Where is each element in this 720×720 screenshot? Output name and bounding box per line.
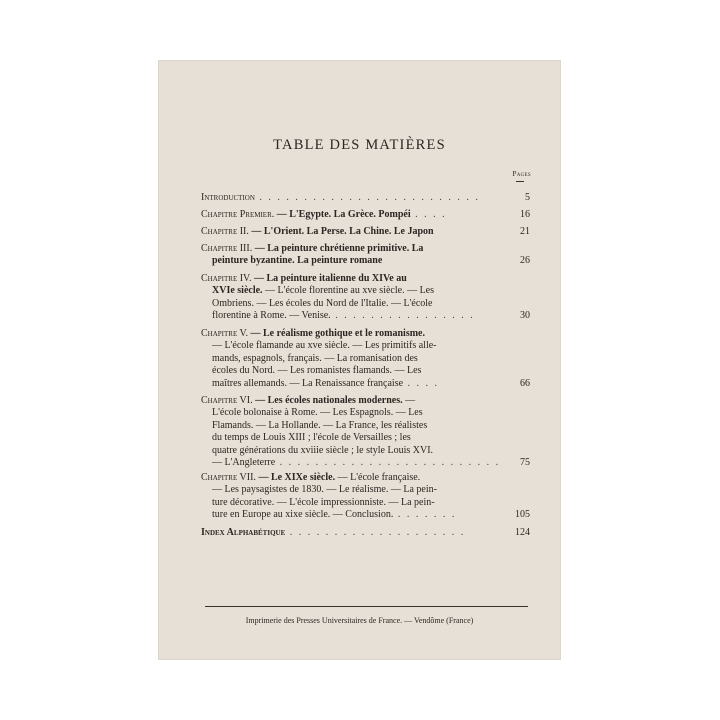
entry-subtopics: quatre générations du xviiie siècle ; le style Louis XVI. <box>212 444 434 456</box>
entry-heading: — L'Egypte. La Grèce. Pompéi <box>276 209 411 220</box>
page-number: 105 <box>515 509 530 521</box>
entry-label: Chapitre III. <box>201 243 253 254</box>
entry-subtopics: du temps de Louis XIII ; l'école de Versailles ; les <box>212 432 411 444</box>
toc-entry-index <box>201 527 529 539</box>
toc-entry-introduction <box>201 192 529 204</box>
page-number: 66 <box>520 377 530 389</box>
toc-entry-chapter-4 <box>201 273 529 323</box>
toc-entry-chapter-5 <box>201 328 529 390</box>
entry-heading: — La peinture chrétienne primitive. La <box>254 243 424 254</box>
entry-subtopics: maîtres allemands. — La Renaissance française <box>212 377 404 389</box>
page-number: 16 <box>520 209 530 220</box>
dot-leader: . . . . . . . <box>393 509 457 521</box>
entry-subtopics: Flamands. — La Hollande. — La France, les réalistes <box>212 419 428 431</box>
entry-subtopics: — <box>402 395 416 406</box>
entry-label: Chapitre II. <box>201 226 249 237</box>
page-number: 21 <box>520 226 530 237</box>
entry-subtopics: L'école bolonaise à Rome. — Les Espagnols. — Les <box>212 407 423 419</box>
page-number: 30 <box>520 310 530 322</box>
book-page <box>158 60 561 660</box>
dot-leader: . . . . . . . . . . . . . . . . . . . . . . . . . <box>254 192 480 203</box>
entry-label: Introduction <box>201 192 255 203</box>
entry-subtopics: ture décorative. — L'école impressionniste. — La pein- <box>212 496 435 508</box>
entry-label: Index Alphabétique <box>201 527 286 538</box>
entry-subtopics: — L'école florentine au xve siècle. — Les <box>262 285 435 297</box>
entry-subtopics: — Les paysagistes de 1830. — Le réalisme. — La pein- <box>212 484 437 496</box>
entry-label: Chapitre VII. <box>201 472 256 483</box>
dot-leader: . . . . <box>403 377 440 389</box>
toc-entry-chapter-6 <box>201 395 529 469</box>
dot-leader: . . . . <box>410 209 447 220</box>
pages-header-dash <box>516 181 524 182</box>
entry-heading: — L'Orient. La Perse. La Chine. Le Japon <box>251 226 434 237</box>
footer-rule <box>205 606 528 607</box>
entry-label: Chapitre V. <box>201 328 248 339</box>
entry-heading-cont: XVIe siècle. <box>212 285 263 297</box>
entry-subtopics: mands, espagnols, français. — La romanisation des <box>212 352 418 364</box>
dot-leader: . . . . . . . . . . . . . . . . <box>330 310 475 322</box>
toc-entry-chapter-3 <box>201 243 529 268</box>
page-number: 26 <box>520 255 530 267</box>
dot-leader: . . . . . . . . . . . . . . . . . . . . . . . . . <box>275 457 501 469</box>
entry-heading: — La peinture italienne du XIVe au <box>254 273 407 284</box>
page-number: 124 <box>515 527 530 538</box>
page-number: 5 <box>525 192 530 203</box>
printer-imprint: Imprimerie des Presses Universitaires de France. — Vendôme (France) <box>245 616 474 625</box>
page-title: TABLE DES MATIÈRES <box>273 137 446 153</box>
entry-subtopics: ture en Europe au xixe siècle. — Conclusion. <box>212 509 394 521</box>
toc-entry-chapter-7 <box>201 472 529 522</box>
entry-heading: — Le XIXe siècle. <box>258 472 336 483</box>
entry-heading: — Les écoles nationales modernes. <box>255 395 403 406</box>
pages-column-header: Pages <box>512 170 531 178</box>
toc-entry-chapter-2 <box>201 226 529 238</box>
entry-subtopics: florentine à Rome. — Venise. <box>212 310 331 322</box>
entry-subtopics: — L'école française. <box>335 472 421 483</box>
page-number: 75 <box>520 457 530 469</box>
entry-subtopics: — L'école flamande au xve siècle. — Les primitifs alle- <box>212 340 437 352</box>
entry-heading-cont: peinture byzantine. La peinture romane <box>212 255 383 267</box>
dot-leader: . . . . . . . . . . . . . . . . . . . . <box>285 527 466 538</box>
entry-subtopics: Ombriens. — Les écoles du Nord de l'Italie. — L'école <box>212 297 433 309</box>
entry-subtopics: — L'Angleterre <box>212 457 276 469</box>
entry-label: Chapitre IV. <box>201 273 252 284</box>
entry-label: Chapitre VI. <box>201 395 253 406</box>
entry-label: Chapitre Premier. <box>201 209 275 220</box>
entry-heading: — Le réalisme gothique et le romanisme. <box>250 328 425 339</box>
entry-subtopics: écoles du Nord. — Les romanistes flamands. — Les <box>212 365 422 377</box>
toc-entry-chapter-1 <box>201 209 529 221</box>
